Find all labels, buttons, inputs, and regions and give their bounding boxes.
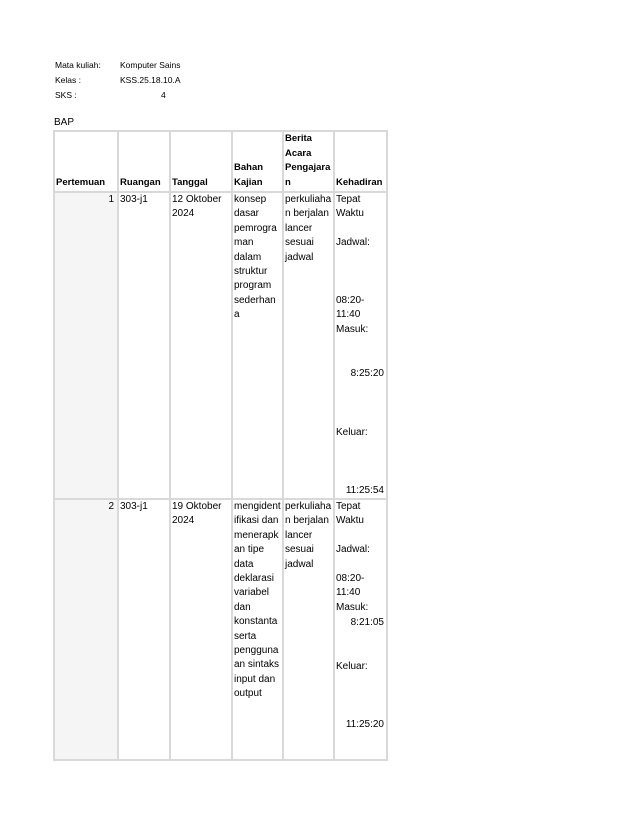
keluar-value: 11:25:54 <box>345 485 384 496</box>
cell-pertemuan: 2 <box>54 499 118 760</box>
table-header-row <box>54 131 387 192</box>
cell-pertemuan: 1 <box>54 192 118 499</box>
cell-berita-acara: perkuliahan berjalan lancer sesuai jadwal <box>283 499 334 760</box>
kelas-value: KSS.25.18.10.A <box>120 75 181 85</box>
cell-tanggal: 19 Oktober 2024 <box>170 499 232 760</box>
header-bahan-kajian: Bahan Kajian <box>232 131 283 192</box>
table-row <box>54 192 387 499</box>
header-tanggal: Tanggal <box>170 131 232 192</box>
keluar-label: Keluar: <box>336 661 368 672</box>
cell-ruangan: 303-j1 <box>118 499 170 760</box>
sks-value: 4 <box>161 90 166 100</box>
sks-label: SKS : <box>55 90 77 100</box>
section-title: BAP <box>54 117 75 128</box>
cell-bahan-kajian: konsep dasar pemrograman dalam struktur program sederhana <box>232 192 283 499</box>
header-ruangan: Ruangan <box>118 131 170 192</box>
jadwal-label: Jadwal: <box>336 237 370 248</box>
jadwal-label: Jadwal: <box>336 544 370 555</box>
status-text: Tepat Waktu <box>336 194 364 220</box>
keluar-label: Keluar: <box>336 427 368 438</box>
cell-berita-acara: perkuliahan berjalan lancer sesuai jadwal <box>283 192 334 499</box>
bap-table <box>53 130 388 761</box>
masuk-label: Masuk: <box>336 602 369 613</box>
keluar-value: 11:25:20 <box>345 719 384 730</box>
masuk-label: Masuk: <box>336 324 369 335</box>
jadwal-value: 08:20-11:40 <box>336 573 365 599</box>
kelas-label: Kelas : <box>55 75 81 85</box>
jadwal-value: 08:20-11:40 <box>336 295 365 321</box>
header-kehadiran: Kehadiran <box>334 131 387 192</box>
cell-tanggal: 12 Oktober 2024 <box>170 192 232 499</box>
masuk-value: 8:25:20 <box>350 368 384 379</box>
mata-kuliah-value: Komputer Sains <box>120 60 181 70</box>
header-berita-acara: Berita Acara Pengajaran <box>283 131 334 192</box>
cell-kehadiran <box>334 499 387 760</box>
cell-kehadiran <box>334 192 387 499</box>
header-pertemuan: Pertemuan <box>54 131 118 192</box>
cell-ruangan: 303-j1 <box>118 192 170 499</box>
mata-kuliah-label: Mata kuliah: <box>55 60 101 70</box>
cell-bahan-kajian: mengidentifikasi dan menerapkan tipe data deklarasi variabel dan konstanta serta penggunaan sintaks input dan output <box>232 499 283 760</box>
table-row <box>54 499 387 760</box>
masuk-value: 8:21:05 <box>350 617 384 628</box>
status-text: Tepat Waktu <box>336 501 364 527</box>
